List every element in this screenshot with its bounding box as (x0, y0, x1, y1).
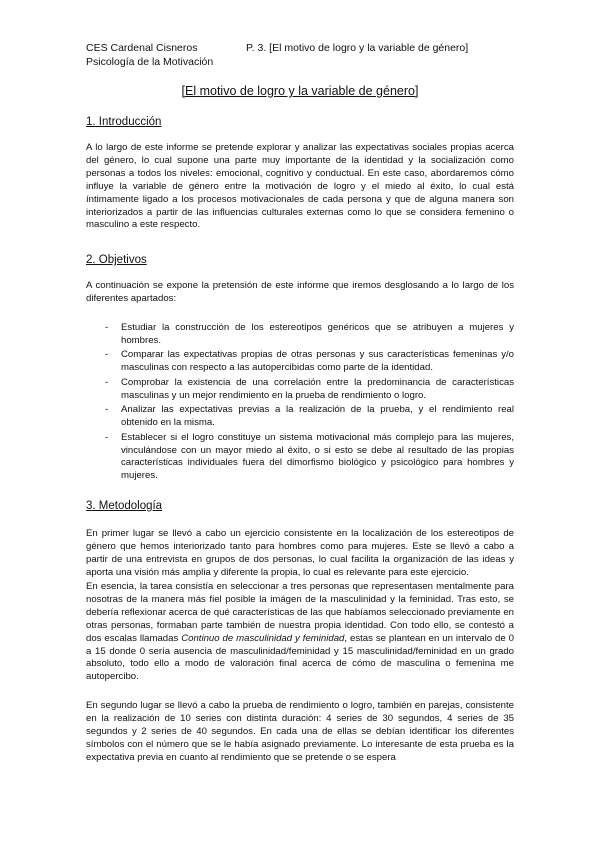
list-item: - Establecer si el logro constituye un sistema motivacional más complejo para las mujeres, vinculándose con un mayor miedo al éxito, o si esto se debe al resultado de las propias características individuales fuera del dimorfismo biológico y psicológico para hombres y mujeres. (105, 431, 514, 482)
scale-name: Continuo de masculinidad y feminidad (181, 632, 345, 644)
header-left (86, 41, 213, 69)
header-practice: P. 3. [El motivo de logro y la variable de género] (246, 42, 469, 54)
bullet-dash: - (105, 322, 109, 333)
list-item: - Estudiar la construcción de los estereotipos genéricos que se atribuyen a mujeres y hombres. (105, 322, 514, 346)
list-item: - Comprobar la existencia de una correlación entre la predominancia de características masculinas y un mejor rendimiento en la prueba de rendimiento o logro. (105, 376, 514, 401)
method-paragraph-1: En primer lugar se llevó a cabo un ejercicio consistente en la localización de los estereotipos de género que hemos interiorizado tanto para hombres como para mujeres. Este se llevó a cabo a partir de una entrevista en grupos de dos personas, lo cual facilita la organización de las ideas y aporta una visión más amplia y diferente la propia, lo cual es relevante para este ejercicio. (86, 528, 514, 578)
method-paragraph-2: En esencia, la tarea consistía en seleccionar a tres personas que representasen mentalmente para nosotras de la manera más fiel posible la imágen de la masculinidad y la feminidad. Tras esto, se debería reflexionar acerca de qué características de las que habíamos seleccionado previamente en otras personas, formaban parte también de nuestra propia identidad. Con todo ello, se contestó a dos escalas llamadas Continuo de masculinidad y feminidad, estas se plantean en un intervalo de 0 a 15 donde 0 sería ausencia de masculinidad/feminidad y 15 masculinidad/feminidad en un grado absoluto, todo ello a modo de valoración final acerca de cómo de masculina o femenina me autopercibo. (86, 581, 514, 683)
heading-introduction: 1. Introducción (86, 116, 162, 128)
bullet-dash: - (105, 404, 109, 416)
objectives-list (86, 322, 514, 485)
list-item: - Comparar las expectativas propias de otras personas y sus características femeninas y/o masculinas con respecto a las autopercibidas como parte de la identidad. (105, 349, 514, 374)
heading-methodology: 3. Metodología (86, 500, 163, 512)
bullet-dash: - (105, 349, 109, 361)
heading-objectives: 2. Objetivos (86, 254, 147, 266)
bullet-dash: - (105, 431, 109, 443)
document-title: [El motivo de logro y la variable de género] (181, 84, 419, 98)
header-subject: Psicología de la Motivación (86, 56, 214, 68)
header-school: CES Cardenal Cisneros (86, 42, 198, 54)
list-item: - Analizar las expectativas previas a la realización de la prueba, y el rendimiento real obtenido en la misma. (105, 404, 514, 429)
method-paragraph-3: En segundo lugar se llevó a cabo la prueba de rendimiento o logro, también en parejas, consistente en la realización de 10 series con distinta duración: 4 series de 30 segundos, 4 series de 35 segundos y 2 series de 40 segundos. En cada una de ellas se debían identificar los diferentes símbolos con el número que se le había asignado previamente. Lo interesante de esta prueba es la expectativa previa en cuanto al rendimiento que se pretende o se espera (86, 700, 514, 763)
intro-paragraph: A lo largo de este informe se pretende explorar y analizar las expectativas sociales propias acerca del género, lo cual supone una parte muy importante de la identidad y la socialización como personas a todos los niveles: emocional, cognitivo y conductual. En este caso, abordaremos cómo influye la variable de género entre la motivación de logro y el miedo al éxito, lo cual está íntimamente ligado a los procesos motivacionales de cada persona y que de alguna manera son interiorizados a partir de las influencias culturales externas como lo que se considera femenino o masculino a este respecto. (86, 142, 514, 231)
objectives-intro-paragraph: A continuación se expone la pretensión de este informe que iremos desglosando a lo largo de los diferentes apartados: (86, 280, 514, 304)
bullet-dash: - (105, 376, 109, 388)
